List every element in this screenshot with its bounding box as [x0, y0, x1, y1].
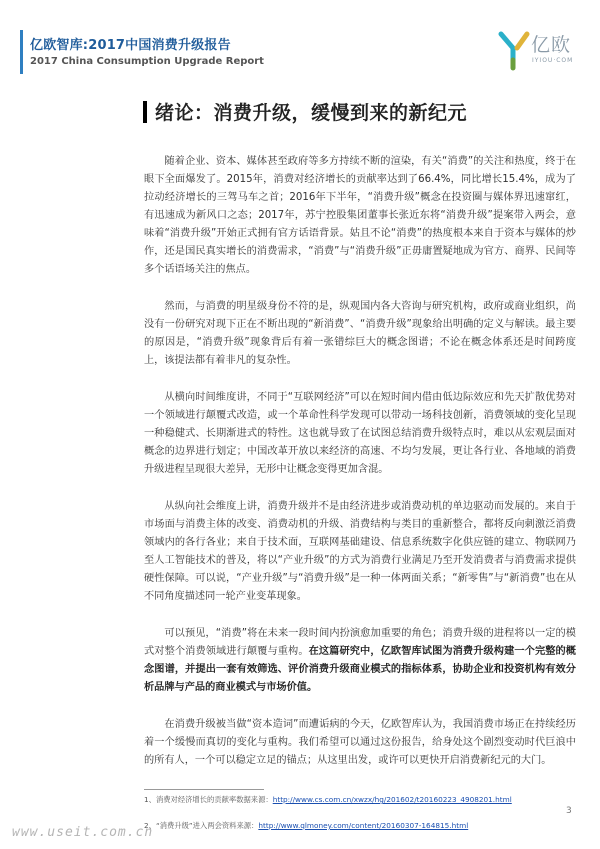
- paragraph-5-text: 可以预见，“消费”将在未来一段时间内扮演愈加重要的角色；消费升级的进程将以一定的模式对整个消费领域进行颠覆与重构。: [144, 628, 576, 657]
- paragraph-5: [144, 625, 576, 697]
- page-number: 3: [566, 806, 572, 816]
- logo-wordmark: 亿欧: [531, 34, 572, 56]
- header-accent-bar: [20, 30, 23, 74]
- footnote-1: [144, 795, 512, 805]
- paragraph-4: 从纵向社会维度上讲，消费升级并不是由经济进步或消费动机的单边驱动而发展的。来自于市场面与消费主体的改变、消费动机的升级、消费结构与类目的重新整合，都将反向刺激泛消费领域内的各行各业；来自于技术面，互联网基础建设、信息系统数字化供应链的建立、物联网乃至人工智能技术的普及，将以“产业升级”的方式为消费行业满足乃至开发消费者与消费需求提供硬性保障。可以说，“产业升级”与“消费升级”是一种一体两面关系；“新零售”与“新消费”也在从不同角度描述同一轮产业变革现象。: [144, 501, 576, 602]
- footnote-divider: [144, 789, 264, 790]
- paragraph-1: 随着企业、资本、媒体甚至政府等多方持续不断的渲染，有关“消费”的关注和热度，终于在眼下全面爆发了。2015年，消费对经济增长的贡献率达到了66.4%，同比增长15.4%，成为了拉动经济增长的三驾马车之首；2016年下半年，“消费升级”概念在投资圈与媒体界迅速窜红，有迅速成为新风口之态；2017年，苏宁控股集团董事长张近东将“消费升级”提案带入两会，意味着“消费升级”开始正式拥有官方话语背景。姑且不论“消费”的热度根本来自于资本与媒体的炒作，还是国民真实增长的消费需求，“消费”与“消费升级”正毋庸置疑地成为官方、商界、民间等多个话语场关注的焦点。: [144, 156, 576, 275]
- section-title: 绪论：消费升级，缓慢到来的新纪元: [155, 102, 468, 124]
- report-title: 亿欧智库:2017中国消费升级报告: [30, 38, 231, 53]
- footnote-2-text: 2、“消费升级”进入两会资料来源：: [144, 821, 259, 830]
- logo-url: IYIOU·COM: [532, 57, 574, 64]
- body-content: [144, 153, 576, 789]
- footnote-2: [144, 821, 468, 831]
- footnote-1-link[interactable]: http://www.cs.com.cn/xwzx/hg/201602/t20160223_4908201.html: [272, 795, 512, 804]
- paragraph-2: 然而，与消费的明星级身份不符的是，纵观国内各大咨询与研究机构，政府或商业组织，尚没有一份研究对现下正在不断出现的“新消费”、“消费升级”现象给出明确的定义与解读。最主要的原因是，“消费升级”现象背后有着一张错综巨大的概念图谱；不论在概念体系还是时间跨度上，该提法都有着非凡的复杂性。: [144, 301, 576, 366]
- paragraph-5-bold: 在这篇研究中，亿欧智库试图为消费升级构建一个完整的概念图谱，并提出一套有效筛选、评价消费升级商业模式的指标体系，协助企业和投资机构有效分析品牌与产品的商业模式与市场价值。: [144, 646, 576, 693]
- footnote-1-text: 1、消费对经济增长的贡献率数据来源：: [144, 795, 273, 804]
- watermark: www.useit.com.cn: [12, 825, 154, 840]
- footnote-2-link[interactable]: http://www.qlmoney.com/content/20160307-164815.html: [258, 821, 469, 830]
- section-title-accent: [143, 101, 147, 123]
- report-subtitle: 2017 China Consumption Upgrade Report: [30, 56, 264, 67]
- paragraph-3: 从横向时间维度讲，不同于“互联网经济”可以在短时间内借由低边际效应和先天扩散优势对一个领域进行颠覆式改造，或一个革命性科学发现可以带动一场科技创新，消费领域的变化呈现一种稳健式、长期渐进式的特性。这也就导致了在试图总结消费升级特点时，难以从宏观层面对概念的边界进行划定；中国改革开放以来经济的高速、不均匀发展，更让各行业、各地域的消费升级进程呈现很大差异，无形中让概念变得更加含混。: [144, 392, 576, 475]
- paragraph-6: 在消费升级被当做“资本造词”而遭诟病的今天，亿欧智库认为，我国消费市场正在持续经历着一个缓慢而真切的变化与重构。我们希望可以通过这份报告，给身处这个剧烈变动时代巨浪中的所有人，一个可以稳定立足的锚点；从这里出发，或许可以更快开启消费新纪元的大门。: [144, 719, 576, 766]
